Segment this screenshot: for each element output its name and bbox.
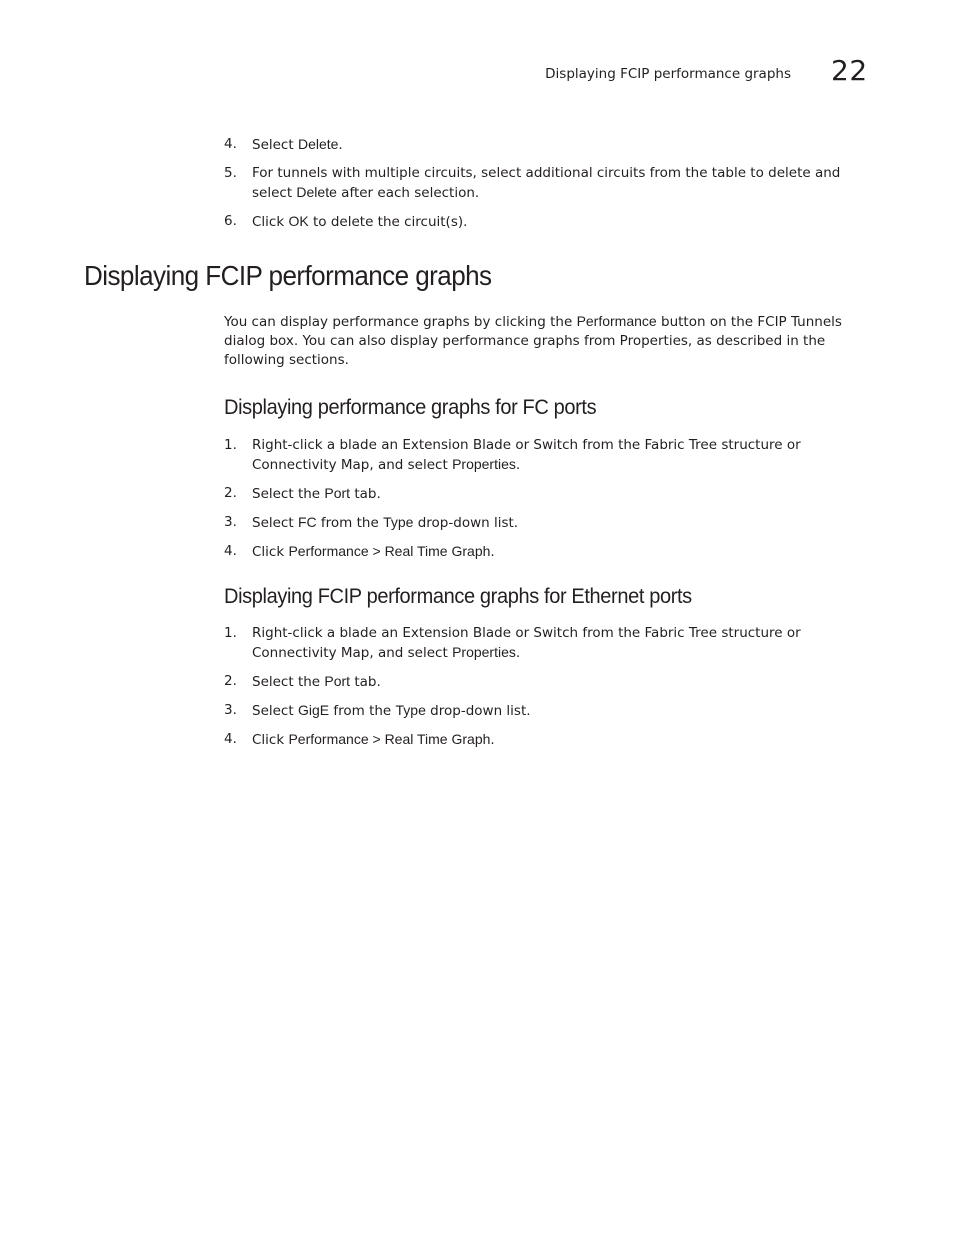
list-item bbox=[224, 212, 870, 232]
list-item bbox=[224, 484, 870, 504]
step-number: 6. bbox=[224, 213, 237, 229]
ethernet-ports-step-list bbox=[224, 624, 870, 759]
chapter-number: 22 bbox=[831, 54, 868, 87]
step-text: drop-down list. bbox=[413, 515, 519, 531]
list-item bbox=[224, 701, 870, 721]
running-title: Displaying FCIP performance graphs bbox=[545, 66, 791, 82]
step-text: from the bbox=[329, 703, 396, 719]
step-text: . bbox=[338, 137, 343, 153]
step-text: Select bbox=[252, 515, 298, 531]
step-text: For tunnels with multiple circuits, select additional circuits from the table to delete and select bbox=[252, 165, 841, 201]
ui-term: Performance bbox=[576, 313, 657, 329]
subsection-heading-fc-ports: Displaying performance graphs for FC ports bbox=[224, 395, 597, 419]
step-number: 1. bbox=[224, 437, 237, 453]
step-number: 4. bbox=[224, 543, 237, 559]
step-text: Click bbox=[252, 732, 289, 748]
running-header bbox=[0, 54, 954, 98]
step-text: after each selection. bbox=[336, 185, 480, 201]
list-item bbox=[224, 672, 870, 692]
ui-term: Delete bbox=[297, 136, 339, 152]
ui-term: Performance > Real Time Graph bbox=[288, 731, 491, 747]
list-item bbox=[224, 135, 870, 155]
list-item bbox=[224, 513, 870, 533]
list-item bbox=[224, 624, 870, 663]
ui-term: Performance > Real Time Graph bbox=[288, 543, 491, 559]
step-text: . bbox=[515, 645, 521, 661]
step-number: 2. bbox=[224, 485, 237, 501]
step-text: tab. bbox=[350, 674, 381, 690]
step-number: 4. bbox=[224, 731, 237, 747]
step-text: You can display performance graphs by clicking the bbox=[224, 314, 577, 330]
list-item bbox=[224, 542, 870, 562]
list-item bbox=[224, 436, 870, 475]
step-text: Select bbox=[252, 137, 298, 153]
step-number: 3. bbox=[224, 702, 237, 718]
step-number: 3. bbox=[224, 514, 237, 530]
ui-term: Port bbox=[324, 673, 351, 689]
ui-term: Type bbox=[395, 702, 426, 718]
section-paragraph bbox=[224, 312, 870, 370]
step-text: tab. bbox=[350, 486, 381, 502]
step-text: . bbox=[490, 544, 495, 560]
ui-term: Properties bbox=[452, 456, 516, 472]
ui-term: Type bbox=[383, 514, 414, 530]
ui-term: OK bbox=[288, 213, 309, 229]
ui-term: GigE bbox=[297, 702, 330, 718]
step-text: button on the FCIP Tunnels dialog box. You can also display performance graphs from Properties, as described in the following sections. bbox=[224, 314, 842, 368]
step-text: drop-down list. bbox=[425, 703, 531, 719]
step-text: . bbox=[490, 732, 495, 748]
step-text: Select bbox=[252, 703, 298, 719]
step-number: 1. bbox=[224, 625, 237, 641]
fc-ports-step-list bbox=[224, 436, 870, 571]
step-text: . bbox=[515, 457, 521, 473]
step-number: 5. bbox=[224, 165, 237, 181]
step-text: Right-click a blade an Extension Blade or Switch from the Fabric Tree structure or Connectivity Map, and select bbox=[252, 437, 801, 473]
step-number: 2. bbox=[224, 673, 237, 689]
ui-term: Delete bbox=[296, 184, 337, 200]
step-text: Click bbox=[252, 544, 289, 560]
step-text: Select the bbox=[252, 486, 325, 502]
ui-term: Port bbox=[324, 485, 351, 501]
step-text: Select the bbox=[252, 674, 325, 690]
step-text: Right-click a blade an Extension Blade or Switch from the Fabric Tree structure or Connectivity Map, and select bbox=[252, 625, 801, 661]
step-text: to delete the circuit(s). bbox=[308, 214, 468, 230]
step-text: Click bbox=[252, 214, 289, 230]
subsection-heading-ethernet-ports: Displaying FCIP performance graphs for Ethernet ports bbox=[224, 584, 692, 608]
list-item bbox=[224, 164, 870, 203]
ui-term: Properties bbox=[452, 644, 516, 660]
step-text: from the bbox=[316, 515, 384, 531]
ui-term: FC bbox=[297, 514, 317, 530]
intro-step-list bbox=[224, 135, 870, 241]
section-heading: Displaying FCIP performance graphs bbox=[84, 260, 492, 291]
step-number: 4. bbox=[224, 136, 237, 152]
list-item bbox=[224, 730, 870, 750]
